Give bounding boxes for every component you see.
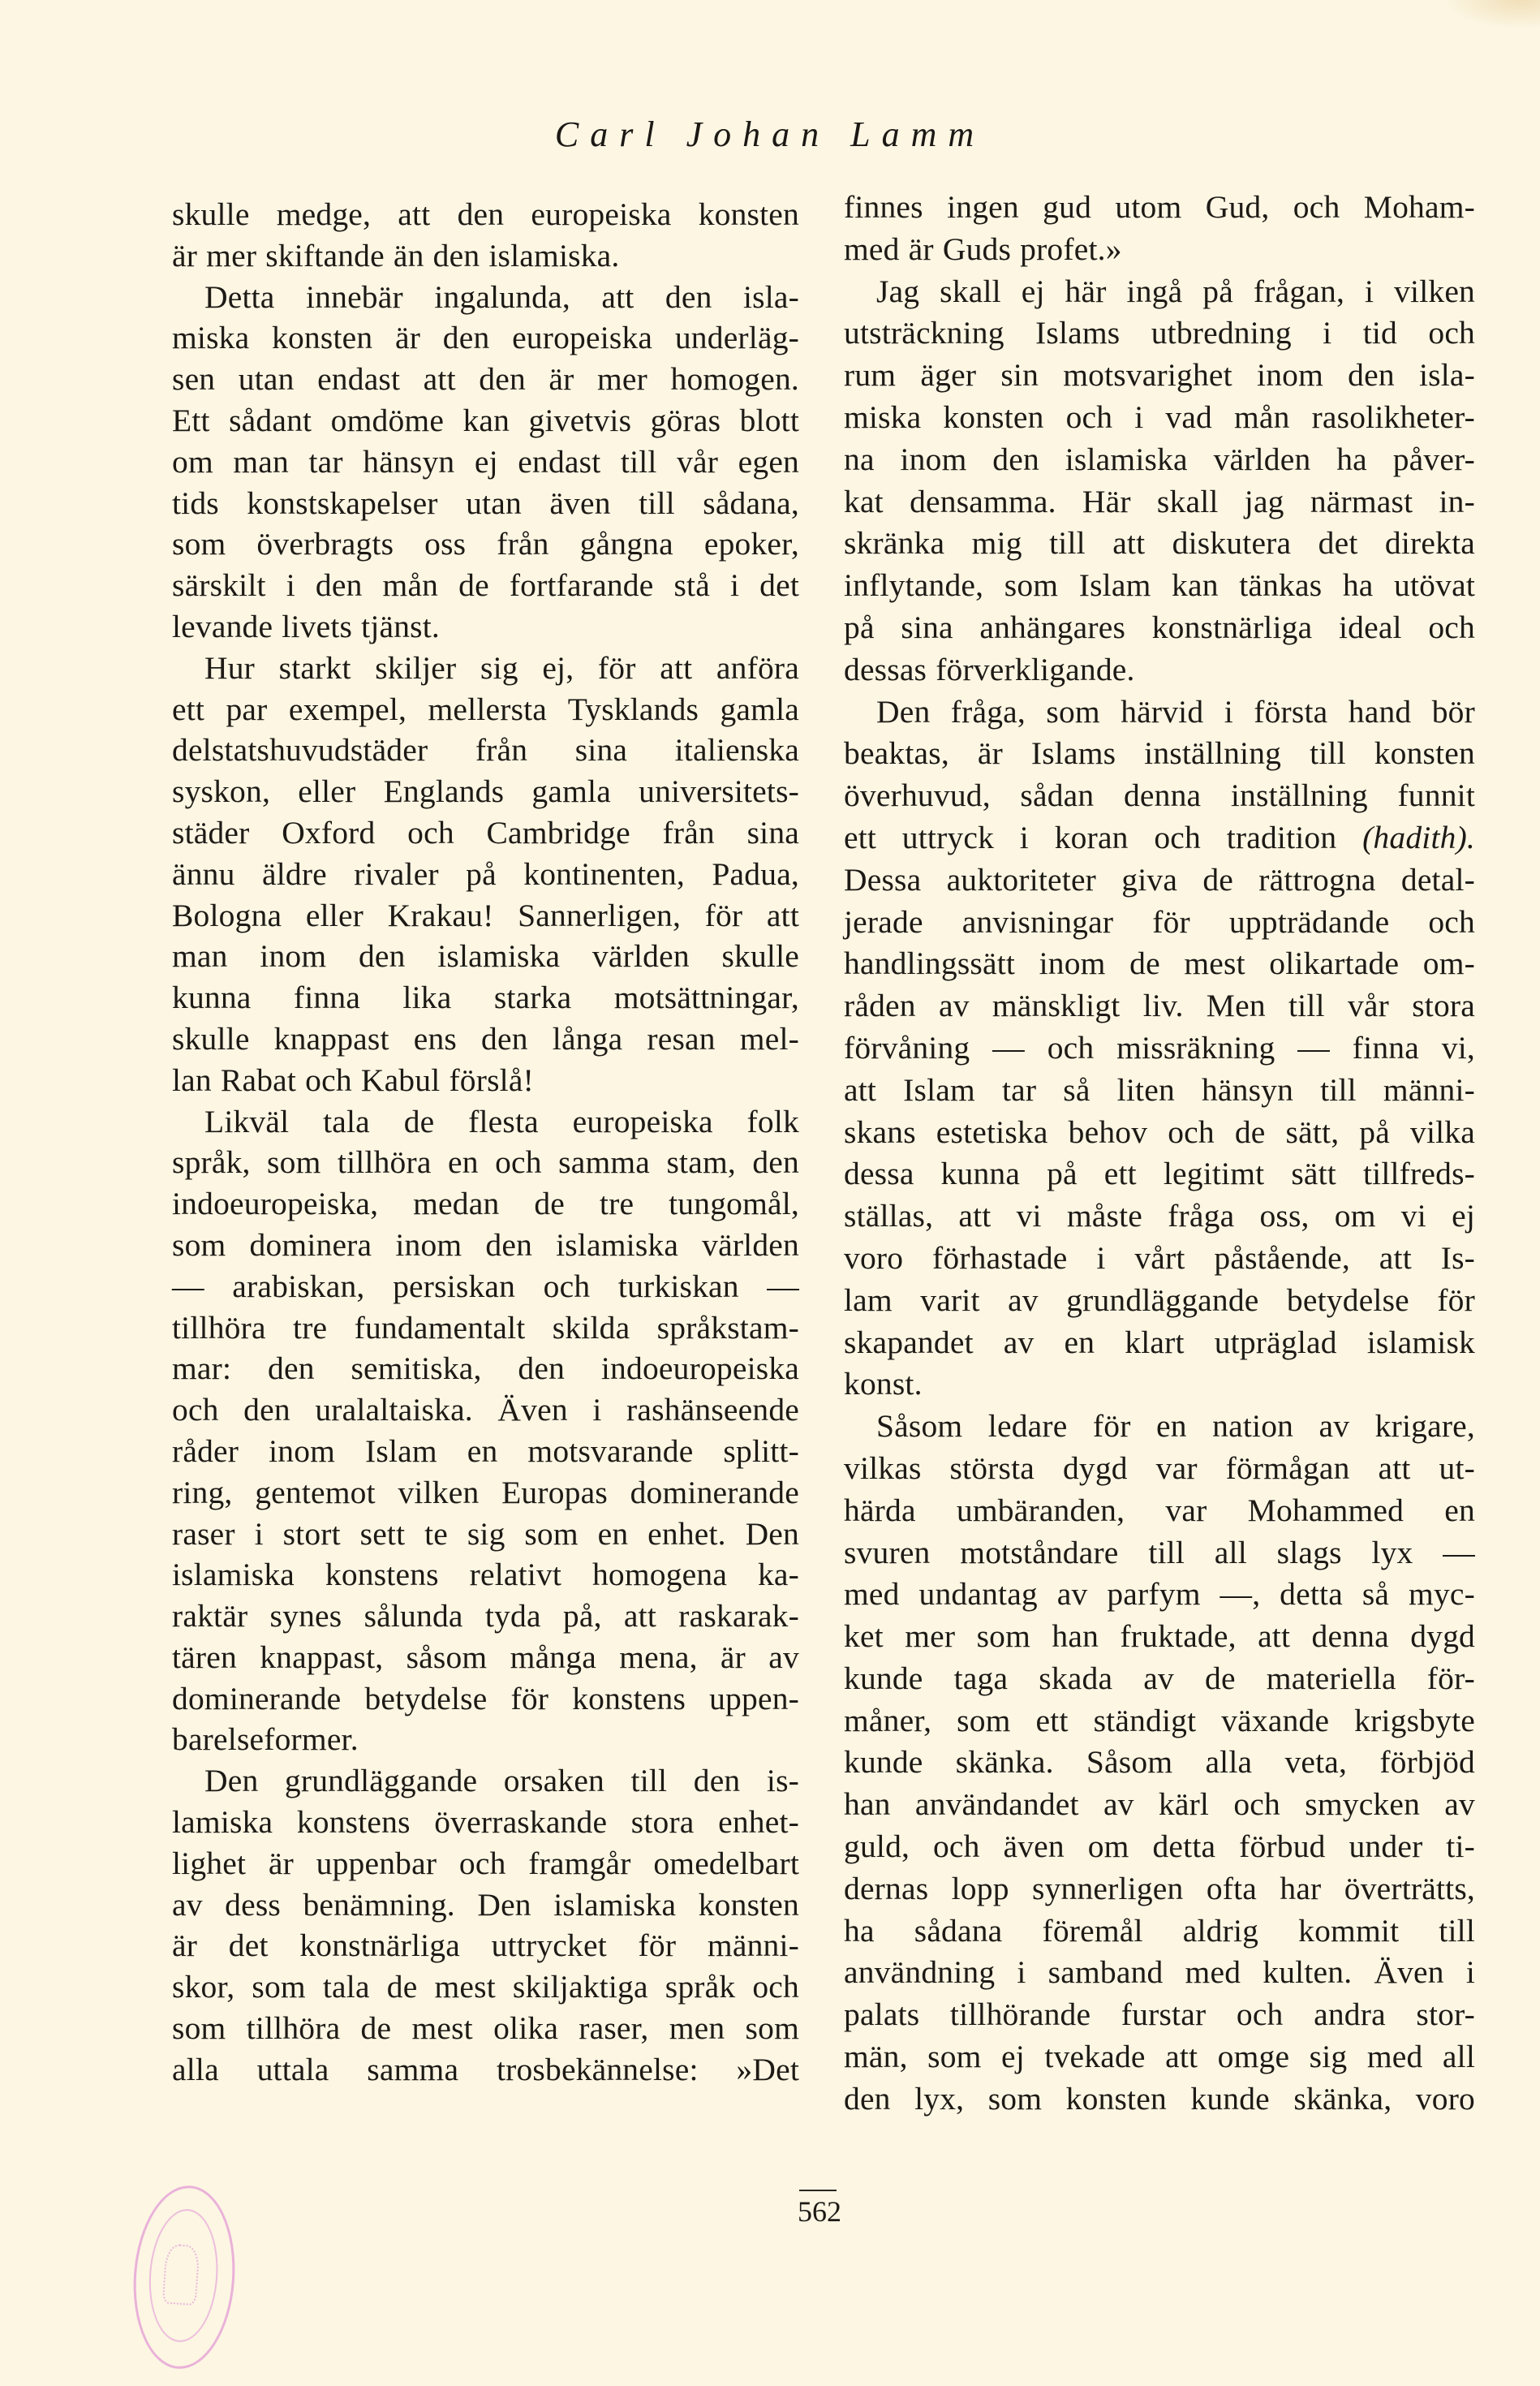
line-text: kunde skänka. Såsom alla veta, förbjöd <box>844 1744 1475 1781</box>
line-text: är mer skiftande än den islamiska. <box>172 237 620 273</box>
text-line <box>172 1760 799 1802</box>
text-line <box>844 1406 1475 1448</box>
line-text: kunde taga skada av de materiella för- <box>844 1660 1475 1696</box>
text-line <box>844 943 1475 985</box>
text-line <box>844 1574 1475 1616</box>
line-text: skor, som tala de mest skiljaktiga språk och <box>172 1969 799 2005</box>
text-line <box>172 1719 799 1760</box>
line-text: den lyx, som konsten kunde skänka, voro <box>844 2080 1475 2117</box>
text-line <box>844 691 1475 734</box>
line-text: skränka mig till att diskutera det direkta <box>844 525 1475 562</box>
line-text: svuren motståndare till all slags lyx — <box>844 1534 1475 1570</box>
line-text: användning i samband med kulten. Även i <box>844 1954 1475 1991</box>
line-text: ställas, att vi måste fråga oss, om vi ej <box>844 1198 1475 1234</box>
line-text: barelseformer. <box>172 1721 359 1758</box>
line-text: raktär synes sålunda tyda på, att raskarak- <box>172 1598 799 1634</box>
text-line <box>844 1195 1475 1238</box>
text-line <box>844 1658 1475 1700</box>
text-line <box>844 1616 1475 1658</box>
text-line <box>844 902 1475 944</box>
text-line <box>172 2049 799 2091</box>
line-text: ett par exempel, mellersta Tysklands gamla <box>172 691 799 727</box>
text-line <box>172 1389 799 1431</box>
text-line <box>172 565 799 606</box>
line-text: indoeuropeiska, medan de tre tungomål, <box>172 1186 799 1222</box>
line-text: dessas förverkligande. <box>844 651 1135 687</box>
paper-stain <box>1443 0 1540 29</box>
line-text: med undantag av parfym —, detta så myc- <box>844 1576 1475 1613</box>
line-text: kat densamma. Här skall jag närmast in- <box>844 483 1475 519</box>
line-text: tids konstskapelser utan även till sådana, <box>172 485 799 521</box>
line-text: vilkas största dygd var förmågan att ut- <box>844 1449 1475 1486</box>
italic-term: (hadith). <box>1362 819 1475 855</box>
text-line <box>172 1266 799 1307</box>
text-line <box>172 317 799 359</box>
text-line <box>172 730 799 771</box>
text-line <box>172 194 799 235</box>
line-text: ket mer som han fruktade, att denna dygd <box>844 1618 1475 1655</box>
text-line <box>172 977 799 1019</box>
text-line <box>844 1238 1475 1280</box>
line-text: konst. <box>844 1366 923 1402</box>
text-line <box>172 1843 799 1884</box>
text-line <box>172 1925 799 1966</box>
stamp-emblem-icon <box>162 2243 200 2306</box>
text-line <box>844 2036 1475 2078</box>
text-line <box>172 483 799 524</box>
line-text: skulle knappast ens den långa resan mel- <box>172 1020 799 1057</box>
line-text: sen utan endast att den är mer homogen. <box>172 361 799 398</box>
text-line <box>172 1019 799 1060</box>
text-line <box>844 733 1475 775</box>
text-line <box>172 1307 799 1349</box>
line-text: särskilt i den mån de fortfarande stå i det <box>172 567 799 604</box>
line-text: raser i stort sett te sig som en enhet. Den <box>172 1515 799 1552</box>
line-text: lighet är uppenbar och framgår omedelbart <box>172 1845 799 1881</box>
line-text: kunna finna lika starka motsättningar, <box>172 980 799 1016</box>
text-line <box>172 277 799 318</box>
text-line <box>172 1966 799 2008</box>
text-line <box>172 1678 799 1720</box>
line-text: ännu äldre rivaler på kontinenten, Padua, <box>172 855 799 892</box>
line-text: dominerande betydelse för konstens uppen- <box>172 1680 799 1716</box>
line-text: råden av mänskligt liv. Men till vår stora <box>844 988 1475 1024</box>
text-line <box>844 397 1475 439</box>
text-line <box>844 1826 1475 1868</box>
text-line <box>844 187 1475 229</box>
line-text: som överbragts oss från gångna epoker, <box>172 526 799 562</box>
line-text: skulle medge, att den europeiska konsten <box>172 196 799 232</box>
text-column-right <box>844 187 1475 2121</box>
text-line <box>844 2078 1475 2121</box>
line-text: lam varit av grundläggande betydelse för <box>844 1281 1475 1318</box>
line-text: städer Oxford och Cambridge från sina <box>172 814 799 851</box>
line-text: är det konstnärliga uttrycket för männi- <box>172 1927 799 1964</box>
text-line <box>844 565 1475 607</box>
line-text: tillhöra tre fundamentalt skilda språkstam- <box>172 1309 799 1346</box>
line-text: av dess benämning. Den islamiska konsten <box>172 1886 799 1923</box>
text-line <box>844 1532 1475 1574</box>
text-line <box>172 1472 799 1514</box>
line-text: måner, som ett ständigt växande krigsbyte <box>844 1702 1475 1738</box>
line-text: Ett sådant omdöme kan givetvis göras blott <box>172 402 799 438</box>
text-line <box>172 1183 799 1225</box>
line-text: guld, och även om detta förbud under ti- <box>844 1828 1475 1865</box>
text-line <box>172 1554 799 1596</box>
line-text: palats tillhörande furstar och andra stor- <box>844 1996 1475 2033</box>
text-column-left <box>172 194 799 2091</box>
line-text: skans estetiska behov och de sätt, på vilka <box>844 1113 1475 1150</box>
line-text: delstatshuvudstäder från sina italienska <box>172 732 799 769</box>
line-text: voro förhastade i vårt påstående, att Is- <box>844 1239 1475 1276</box>
text-line <box>844 1784 1475 1826</box>
text-line <box>172 812 799 854</box>
line-text: språk, som tillhöra en och samma stam, den <box>172 1144 799 1181</box>
text-line <box>844 439 1475 481</box>
text-line <box>172 1060 799 1101</box>
line-text: om man tar hänsyn ej endast till vår egen <box>172 443 799 480</box>
text-line <box>844 355 1475 397</box>
text-line <box>172 895 799 937</box>
line-text: jerade anvisningar för uppträdande och <box>844 903 1475 940</box>
line-text: miska konsten är den europeiska underläg- <box>172 320 799 356</box>
text-line <box>844 1153 1475 1195</box>
text-line <box>844 1742 1475 1784</box>
text-line <box>844 1070 1475 1112</box>
page-number: 562 <box>798 2195 841 2228</box>
text-line <box>844 1700 1475 1742</box>
text-line <box>844 649 1475 691</box>
line-text: — arabiskan, persiskan och turkiskan — <box>172 1268 799 1304</box>
line-text: Den grundläggande orsaken till den is- <box>204 1763 799 1799</box>
line-text: alla uttala samma trosbekännelse: »Det <box>172 2051 799 2087</box>
text-line <box>844 859 1475 902</box>
line-text: Jag skall ej här ingå på frågan, i vilken <box>876 273 1475 309</box>
text-line <box>172 648 799 689</box>
line-text: överhuvud, sådan denna inställning funnit <box>844 777 1475 814</box>
line-text: lan Rabat och Kabul förslå! <box>172 1062 534 1098</box>
line-text: med är Guds profet.» <box>844 230 1122 267</box>
text-line <box>172 606 799 648</box>
text-line <box>172 400 799 441</box>
text-line <box>844 271 1475 313</box>
line-text: na inom den islamiska världen ha påver- <box>844 441 1475 477</box>
line-text: handlingssätt inom de mest olikartade om- <box>844 945 1475 982</box>
text-line <box>844 1490 1475 1532</box>
line-text: beaktas, är Islams inställning till konsten <box>844 735 1475 772</box>
text-line <box>172 1596 799 1637</box>
line-text: mar: den semitiska, den indoeuropeiska <box>172 1350 799 1387</box>
text-line <box>844 1322 1475 1364</box>
text-line <box>172 523 799 565</box>
line-text: Hur starkt skiljer sig ej, för att anföra <box>204 649 799 686</box>
text-line <box>844 1280 1475 1322</box>
text-line <box>844 985 1475 1027</box>
text-line <box>172 1348 799 1389</box>
line-text: dernas lopp synnerligen ofta har överträtts, <box>844 1870 1475 1906</box>
text-line <box>844 1363 1475 1406</box>
line-text: förvåning — och missräkning — finna vi, <box>844 1029 1475 1066</box>
line-text: ring, gentemot vilken Europas dominerande <box>172 1474 799 1510</box>
text-line <box>172 1802 799 1843</box>
text-line <box>172 1637 799 1678</box>
running-head-author: Carl Johan Lamm <box>554 114 986 154</box>
text-line <box>844 1994 1475 2036</box>
text-line <box>172 1431 799 1472</box>
line-text: ha sådana föremål aldrig kommit till <box>844 1912 1475 1949</box>
line-text: som dominera inom den islamiska världen <box>172 1226 799 1263</box>
line-text: tären knappast, såsom många mena, är av <box>172 1639 799 1675</box>
text-line <box>172 854 799 895</box>
line-text: inflytande, som Islam kan tänkas ha utövat <box>844 567 1475 604</box>
text-line <box>844 817 1475 859</box>
text-line <box>172 936 799 977</box>
text-line <box>172 1142 799 1183</box>
line-text: islamiska konstens relativt homogena ka- <box>172 1557 799 1593</box>
text-line <box>172 359 799 400</box>
text-line <box>172 1514 799 1555</box>
text-line <box>844 1952 1475 1994</box>
line-text: Såsom ledare för en nation av krigare, <box>876 1408 1475 1445</box>
line-text: levande livets tjänst. <box>172 608 440 644</box>
line-text: på sina anhängares konstnärliga ideal och <box>844 609 1475 645</box>
line-text: dessa kunna på ett legitimt sätt tillfreds- <box>844 1156 1475 1192</box>
text-line <box>172 771 799 812</box>
line-text: miska konsten och i vad mån rasolikheter- <box>844 398 1475 435</box>
text-line <box>844 229 1475 271</box>
text-line <box>844 523 1475 565</box>
line-text: skapandet av en klart utpräglad islamisk <box>844 1324 1475 1360</box>
line-text: han användandet av kärl och smycken av <box>844 1786 1475 1823</box>
library-stamp <box>127 2182 240 2372</box>
text-line <box>844 1910 1475 1953</box>
line-text: Detta innebär ingalunda, att den isla- <box>204 278 799 315</box>
text-line <box>172 235 799 277</box>
text-line <box>844 1027 1475 1070</box>
line-text: och den uralaltaiska. Även i rashänseende <box>172 1392 799 1428</box>
line-text: Dessa auktoriteter giva de rättrogna detal- <box>844 861 1475 898</box>
text-line <box>844 1868 1475 1910</box>
text-line <box>844 312 1475 355</box>
text-line <box>172 2008 799 2049</box>
line-text: Den fråga, som härvid i första hand bör <box>876 693 1475 730</box>
text-line <box>172 1884 799 1926</box>
text-line <box>844 1112 1475 1154</box>
line-text: Likväl tala de flesta europeiska folk <box>204 1103 799 1139</box>
line-text: rum äger sin motsvarighet inom den isla- <box>844 357 1475 394</box>
text-line <box>172 1101 799 1143</box>
line-text: Bologna eller Krakau! Sannerligen, för att <box>172 897 799 933</box>
text-line <box>844 1448 1475 1490</box>
line-text: ett uttryck i koran och tradition <box>844 819 1337 855</box>
line-text: finnes ingen gud utom Gud, och Moham- <box>844 189 1475 225</box>
line-text: syskon, eller Englands gamla universitets- <box>172 773 799 810</box>
text-line <box>172 1225 799 1266</box>
text-line <box>172 441 799 483</box>
text-line <box>844 775 1475 817</box>
line-text: män, som ej tvekade att omge sig med all <box>844 2039 1475 2075</box>
line-text: att Islam tar så liten hänsyn till männi- <box>844 1071 1475 1108</box>
text-line <box>844 481 1475 523</box>
line-text: råder inom Islam en motsvarande splitt- <box>172 1432 799 1469</box>
text-line <box>172 689 799 730</box>
line-text: utsträckning Islams utbredning i tid och <box>844 315 1475 351</box>
text-line <box>844 607 1475 649</box>
line-text: härda umbäranden, var Mohammed en <box>844 1492 1475 1528</box>
line-text: man inom den islamiska världen skulle <box>172 938 799 975</box>
page-number-rule <box>799 2190 837 2191</box>
line-text: som tillhöra de mest olika raser, men som <box>172 2010 799 2047</box>
line-text: lamiska konstens överraskande stora enhet- <box>172 1804 799 1841</box>
